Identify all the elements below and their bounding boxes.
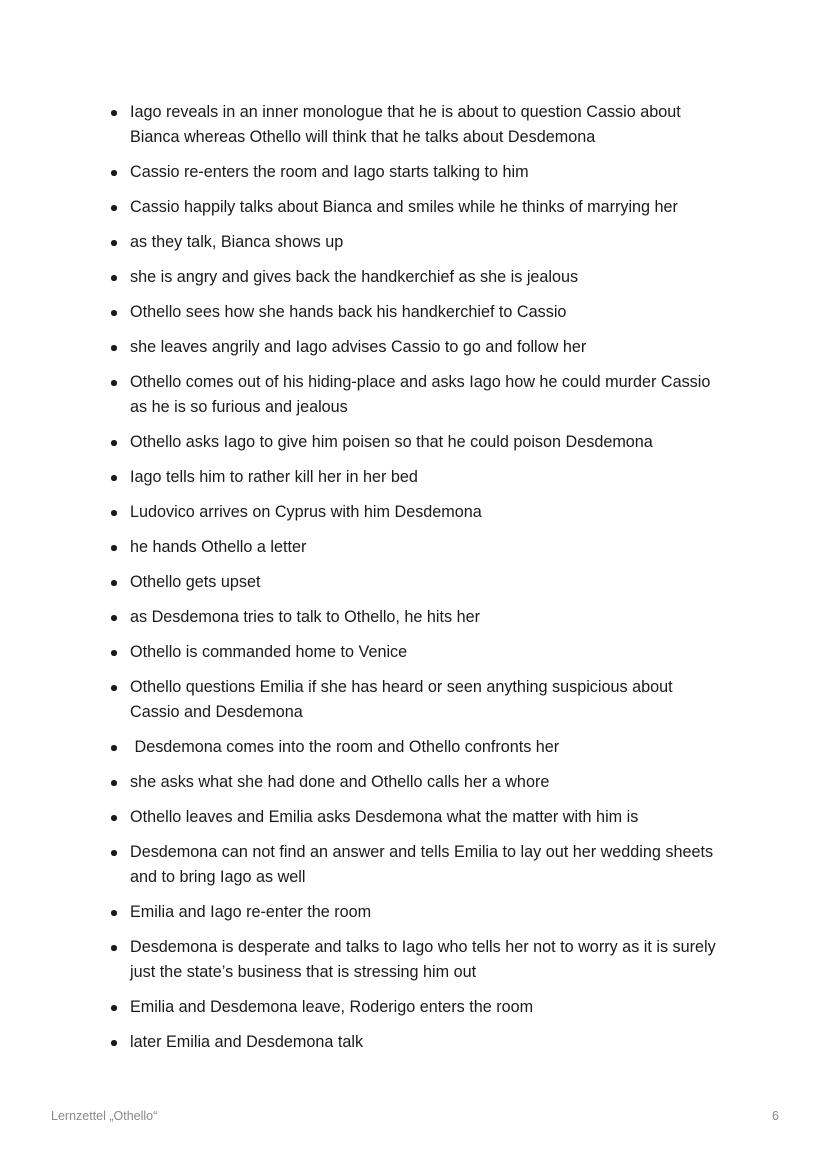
- bullet-dot-icon: [111, 815, 117, 821]
- bullet-dot-icon: [111, 650, 117, 656]
- bullet-dot-icon: [111, 240, 117, 246]
- bullet-dot-icon: [111, 1040, 117, 1046]
- footer-title: Lernzettel „Othello“: [51, 1109, 158, 1123]
- bullet-dot-icon: [111, 110, 117, 116]
- bullet-dot-icon: [111, 1005, 117, 1011]
- bullet-item: [104, 605, 724, 630]
- bullet-item: [104, 100, 724, 150]
- bullet-text: she leaves angrily and Iago advises Cassio to go and follow her: [130, 338, 587, 356]
- bullet-dot-icon: [111, 440, 117, 446]
- bullet-text: Othello questions Emilia if she has heard or seen anything suspicious about Cassio and Desdemona: [130, 678, 678, 721]
- bullet-item: [104, 900, 724, 925]
- bullet-item: [104, 675, 724, 725]
- bullet-item: [104, 770, 724, 795]
- bullet-dot-icon: [111, 685, 117, 691]
- bullet-item: [104, 335, 724, 360]
- bullet-text: Iago tells him to rather kill her in her bed: [130, 468, 418, 486]
- bullet-dot-icon: [111, 780, 117, 786]
- bullet-dot-icon: [111, 510, 117, 516]
- bullet-dot-icon: [111, 545, 117, 551]
- bullet-dot-icon: [111, 945, 117, 951]
- bullet-dot-icon: [111, 910, 117, 916]
- bullet-text: Emilia and Iago re-enter the room: [130, 903, 372, 921]
- bullet-item: [104, 995, 724, 1020]
- bullet-text: later Emilia and Desdemona talk: [130, 1033, 364, 1051]
- bullet-text: Othello comes out of his hiding-place and asks Iago how he could murder Cassio as he is so furious and jealous: [130, 373, 715, 416]
- bullet-text: Desdemona comes into the room and Othello confronts her: [130, 738, 560, 756]
- bullet-item: [104, 840, 724, 890]
- bullet-item: [104, 195, 724, 220]
- bullet-text: Othello asks Iago to give him poisen so that he could poison Desdemona: [130, 433, 653, 451]
- bullet-item: [104, 500, 724, 525]
- bullet-dot-icon: [111, 380, 117, 386]
- bullet-dot-icon: [111, 310, 117, 316]
- bullet-text: she is angry and gives back the handkerchief as she is jealous: [130, 268, 579, 286]
- bullet-dot-icon: [111, 745, 117, 751]
- bullet-text: she asks what she had done and Othello calls her a whore: [130, 773, 550, 791]
- bullet-list: [104, 100, 724, 1065]
- bullet-dot-icon: [111, 475, 117, 481]
- bullet-dot-icon: [111, 345, 117, 351]
- bullet-text: Iago reveals in an inner monologue that he is about to question Cassio about Bianca whereas Othello will think that he talks about Desdemona: [130, 103, 686, 146]
- bullet-item: [104, 805, 724, 830]
- bullet-dot-icon: [111, 850, 117, 856]
- bullet-text: Othello is commanded home to Venice: [130, 643, 408, 661]
- bullet-text: Emilia and Desdemona leave, Roderigo enters the room: [130, 998, 534, 1016]
- bullet-text: Desdemona can not find an answer and tells Emilia to lay out her wedding sheets and to bring Iago as well: [130, 843, 718, 886]
- bullet-dot-icon: [111, 580, 117, 586]
- bullet-text: as they talk, Bianca shows up: [130, 233, 344, 251]
- bullet-item: [104, 1030, 724, 1055]
- bullet-text: as Desdemona tries to talk to Othello, he hits her: [130, 608, 481, 626]
- bullet-text: Ludovico arrives on Cyprus with him Desdemona: [130, 503, 482, 521]
- bullet-dot-icon: [111, 275, 117, 281]
- bullet-item: [104, 570, 724, 595]
- bullet-item: [104, 430, 724, 455]
- bullet-text: Cassio re-enters the room and Iago starts talking to him: [130, 163, 529, 181]
- bullet-item: [104, 735, 724, 760]
- bullet-item: [104, 640, 724, 665]
- bullet-text: Othello leaves and Emilia asks Desdemona what the matter with him is: [130, 808, 639, 826]
- bullet-text: Desdemona is desperate and talks to Iago who tells her not to worry as it is surely just the state’s business that is stressing him out: [130, 938, 721, 981]
- bullet-item: [104, 465, 724, 490]
- bullet-text: Othello gets upset: [130, 573, 261, 591]
- bullet-dot-icon: [111, 170, 117, 176]
- bullet-text: Othello sees how she hands back his handkerchief to Cassio: [130, 303, 567, 321]
- bullet-item: [104, 300, 724, 325]
- bullet-item: [104, 160, 724, 185]
- bullet-item: [104, 935, 724, 985]
- bullet-dot-icon: [111, 205, 117, 211]
- bullet-item: [104, 230, 724, 255]
- bullet-item: [104, 535, 724, 560]
- footer-page-number: 6: [772, 1109, 779, 1123]
- bullet-dot-icon: [111, 615, 117, 621]
- bullet-item: [104, 370, 724, 420]
- bullet-text: he hands Othello a letter: [130, 538, 307, 556]
- bullet-text: Cassio happily talks about Bianca and smiles while he thinks of marrying her: [130, 198, 678, 216]
- bullet-item: [104, 265, 724, 290]
